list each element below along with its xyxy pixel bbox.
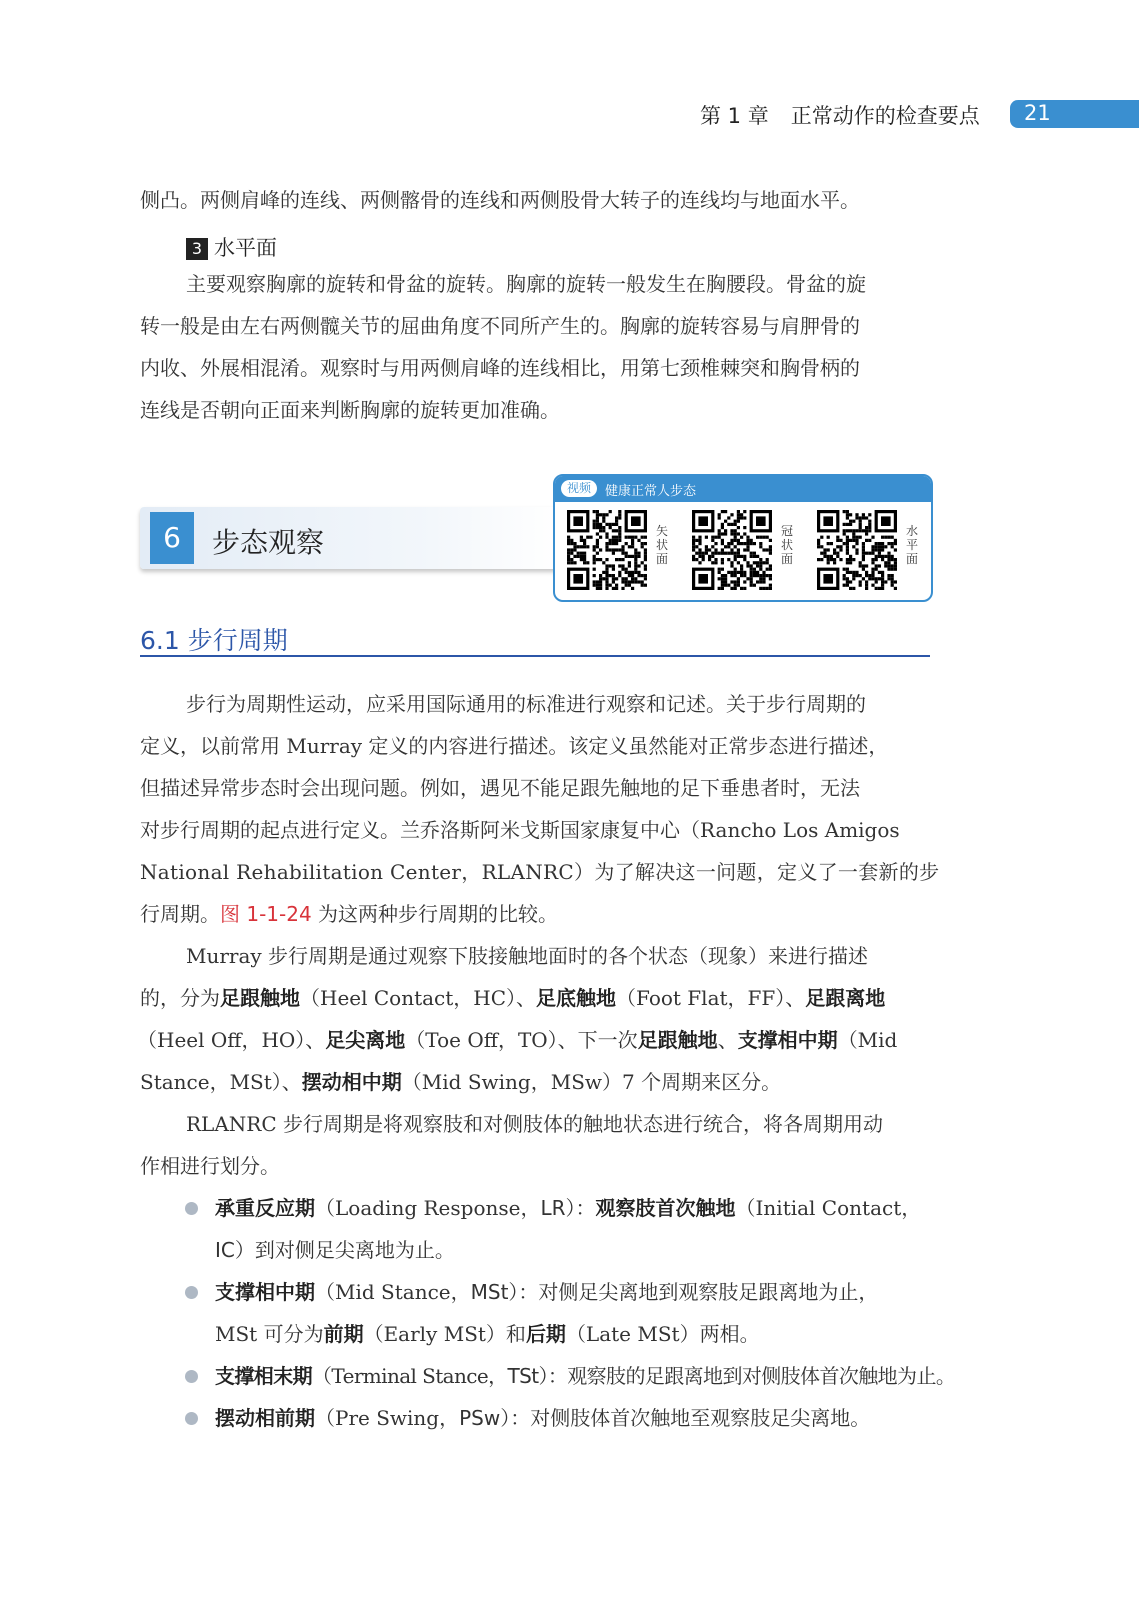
text-span: （Loading Response， — [315, 1196, 541, 1220]
paragraph-line: 定义，以前常用 Murray 定义的内容进行描述。该定义虽然能对正常步态进行描述， — [140, 734, 889, 758]
text-span: ）到对侧足尖离地为止。 — [234, 1238, 455, 1262]
abbr: TSt — [507, 1364, 539, 1388]
term-mid-stance: 支撑相中期 — [215, 1280, 315, 1304]
paragraph-line — [140, 902, 558, 926]
chapter-title: 正常动作的检查要点 — [790, 104, 980, 128]
subsection-title: 水平面 — [214, 236, 277, 260]
text-span: Stance，MSt）、 — [140, 1070, 302, 1094]
term-heel-contact: 足跟触地 — [637, 1028, 718, 1052]
text-span: （Foot Flat，FF）、 — [616, 986, 806, 1010]
heading-rule — [140, 655, 930, 657]
video-tag: 视频 — [561, 480, 597, 497]
qr-code-horizontal[interactable] — [817, 510, 897, 590]
bullet-line — [215, 1322, 760, 1346]
term-mid-swing: 摆动相中期 — [301, 1070, 402, 1094]
bullet-icon — [185, 1370, 198, 1383]
term-heel-off: 足跟离地 — [805, 986, 886, 1010]
qr-label-sagittal: 矢状面 — [655, 524, 668, 566]
text-span: ）：对侧足尖离地到观察肢足跟离地为止， — [508, 1280, 879, 1304]
term-loading-response: 承重反应期 — [215, 1196, 315, 1220]
paragraph-line: 内收、外展相混淆。观察时与用两侧肩峰的连线相比，用第七颈椎棘突和胸骨柄的 — [140, 356, 860, 380]
subsection-heading — [186, 232, 277, 262]
text-span: 、 — [717, 1028, 738, 1052]
paragraph-line: 主要观察胸廓的旋转和骨盆的旋转。胸廓的旋转一般发生在胸腰段。骨盆的旋 — [186, 272, 866, 296]
video-title: 健康正常人步态 — [605, 484, 697, 499]
term-late: 后期 — [525, 1322, 566, 1346]
video-qr-box — [553, 474, 933, 602]
paragraph-line: 步行为周期性运动，应采用国际通用的标准进行观察和记述。关于步行周期的 — [186, 692, 866, 716]
bullet-line — [215, 1196, 921, 1220]
term-pre-swing: 摆动相前期 — [215, 1406, 315, 1430]
qr-code-sagittal[interactable] — [567, 510, 647, 590]
term-terminal-stance: 支撑相末期 — [215, 1364, 312, 1388]
term-initial-contact: 观察肢首次触地 — [595, 1196, 736, 1220]
page-number-tab — [1010, 100, 1139, 128]
text-span: （Initial Contact， — [735, 1196, 922, 1220]
abbr: IC — [215, 1238, 235, 1262]
paragraph-line: National Rehabilitation Center，RLANRC）为了解决这一问题，定义了一套新的步 — [140, 860, 940, 884]
term-heel-contact: 足跟触地 — [220, 986, 300, 1010]
abbr: PSw — [459, 1406, 501, 1430]
section-banner — [140, 507, 560, 569]
bullet-line — [215, 1406, 870, 1430]
chapter-number: 第 1 章 — [700, 104, 769, 128]
abbr: LR — [540, 1196, 566, 1220]
qr-label-coronal: 冠状面 — [780, 524, 793, 566]
section-number: 6 — [150, 512, 194, 564]
text-span: （Mid — [837, 1028, 898, 1052]
qr-code-coronal[interactable] — [692, 510, 772, 590]
subsection-title-6-1: 6.1 步行周期 — [140, 626, 288, 655]
paragraph-line — [140, 1070, 781, 1094]
bullet-line — [215, 1364, 955, 1388]
bullet-icon — [185, 1202, 198, 1215]
text-span: 为这两种步行周期的比较。 — [311, 902, 559, 926]
term-toe-off: 足尖离地 — [325, 1028, 406, 1052]
term-mid-stance: 支撑相中期 — [737, 1028, 838, 1052]
text-span: ）： — [565, 1196, 596, 1220]
qr-label-horizontal: 水平面 — [905, 524, 918, 566]
paragraph-line — [140, 986, 885, 1010]
bullet-icon — [185, 1412, 198, 1425]
text-span: （Heel Contact，HC）、 — [300, 986, 537, 1010]
text-span: MSt 可分为 — [215, 1322, 324, 1346]
paragraph-line: 对步行周期的起点进行定义。兰乔洛斯阿米戈斯国家康复中心（Rancho Los Amigos — [140, 818, 900, 842]
text-span: 行周期。 — [140, 902, 220, 926]
bullet-line — [215, 1280, 878, 1304]
text-span: （Mid Stance， — [315, 1280, 471, 1304]
text-span: （Early MSt）和 — [363, 1322, 526, 1346]
video-box-header — [555, 476, 931, 502]
subsection-number: 3 — [186, 238, 208, 260]
running-header — [700, 100, 980, 130]
section-title: 步态观察 — [212, 526, 325, 559]
text-span: （Pre Swing， — [315, 1406, 460, 1430]
intro-line: 侧凸。两侧肩峰的连线、两侧髂骨的连线和两侧股骨大转子的连线均与地面水平。 — [140, 188, 860, 212]
paragraph-line: RLANRC 步行周期是将观察肢和对侧肢体的触地状态进行统合，将各周期用动 — [186, 1112, 884, 1136]
paragraph-line: 作相进行划分。 — [140, 1154, 280, 1178]
bullet-icon — [185, 1286, 198, 1299]
term-early: 前期 — [323, 1322, 364, 1346]
text-span: ）：对侧肢体首次触地至观察肢足尖离地。 — [500, 1406, 871, 1430]
bullet-line — [215, 1238, 455, 1262]
text-span: （Terminal Stance， — [312, 1364, 508, 1388]
text-span: ）：观察肢的足跟离地到对侧肢体首次触地为止。 — [538, 1364, 956, 1388]
abbr: MSt — [470, 1280, 509, 1304]
text-span: （Heel Off，HO）、 — [137, 1028, 326, 1052]
page-number: 21 — [1024, 101, 1051, 125]
paragraph-line — [137, 1028, 897, 1052]
paragraph-line: 转一般是由左右两侧髋关节的屈曲角度不同所产生的。胸廓的旋转容易与肩胛骨的 — [140, 314, 860, 338]
text-span: 的，分为 — [140, 986, 220, 1010]
text-span: （Mid Swing，MSw）7 个周期来区分。 — [401, 1070, 782, 1094]
text-span: （Toe Off，TO）、下一次 — [405, 1028, 638, 1052]
paragraph-line: Murray 步行周期是通过观察下肢接触地面时的各个状态（现象）来进行描述 — [186, 944, 869, 968]
paragraph-line: 但描述异常步态时会出现问题。例如，遇见不能足跟先触地的足下垂患者时，无法 — [140, 776, 860, 800]
figure-reference-link[interactable]: 图 1-1-24 — [220, 902, 312, 926]
paragraph-line: 连线是否朝向正面来判断胸廓的旋转更加准确。 — [140, 398, 560, 422]
text-span: （Late MSt）两相。 — [565, 1322, 760, 1346]
term-foot-flat: 足底触地 — [536, 986, 617, 1010]
